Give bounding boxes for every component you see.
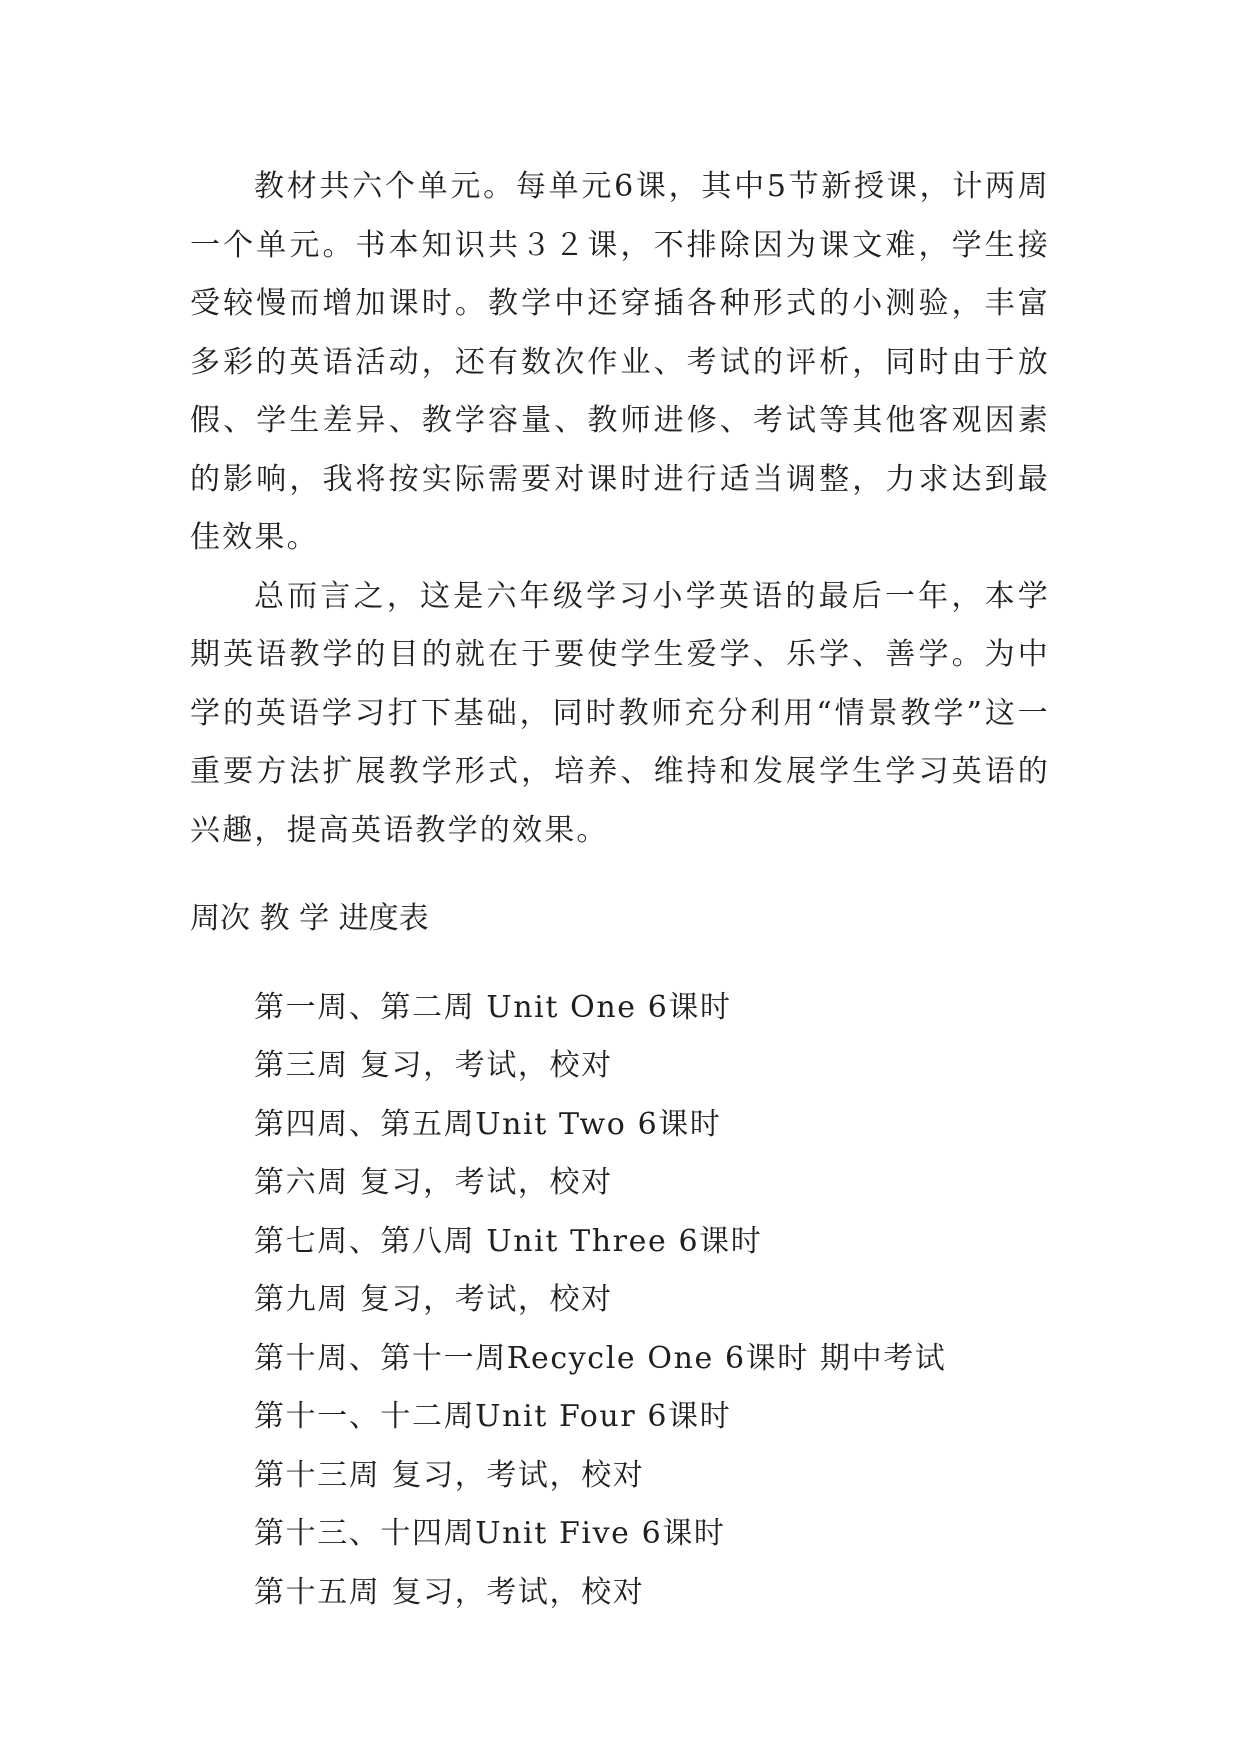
schedule-row: 第十周、第十一周Recycle One 6课时 期中考试 [254,1340,947,1376]
schedule-row: 第三周 复习，考试，校对 [254,1048,613,1083]
schedule-row: 第十一、十二周Unit Four 6课时 [254,1399,732,1434]
schedule-row: 第一周、第二周 Unit One 6课时 [254,989,732,1025]
document-body [190,158,1050,1622]
schedule-row: 第七周、第八周 Unit Three 6课时 [254,1223,763,1259]
schedule-row: 第九周 复习，考试，校对 [254,1282,613,1317]
schedule-row: 第四周、第五周Unit Two 6课时 [254,1106,722,1142]
paragraph-course-structure: 教材共六个单元。每单元6课，其中5节新授课，计两周一个单元。书本知识共３２课，不排除因为课文难，学生接受较慢而增加课时。教学中还穿插各种形式的小测验，丰富多彩的英语活动，还有数次作业、考试的评析，同时由于放假、学生差异、教学容量、教师进修、考试等其他客观因素的影响，我将按实际需要对课时进行适当调整，力求达到最佳效果。 [190,169,1050,555]
schedule-row: 第十三周 复习，考试，校对 [254,1457,645,1493]
schedule-list [190,979,1050,1623]
schedule-heading: 周次 教 学 进度表 [190,901,429,936]
schedule-row: 第十三、十四周Unit Five 6课时 [254,1516,726,1551]
paragraph-summary: 总而言之，这是六年级学习小学英语的最后一年，本学期英语教学的目的就在于要使学生爱学、乐学、善学。为中学的英语学习打下基础，同时教师充分利用“情景教学”这一重要方法扩展教学形式，培养、维持和发展学生学习英语的兴趣，提高英语教学的效果。 [190,578,1050,848]
schedule-row: 第十五周 复习，考试，校对 [254,1574,645,1610]
schedule-row: 第六周 复习，考试，校对 [254,1165,613,1200]
